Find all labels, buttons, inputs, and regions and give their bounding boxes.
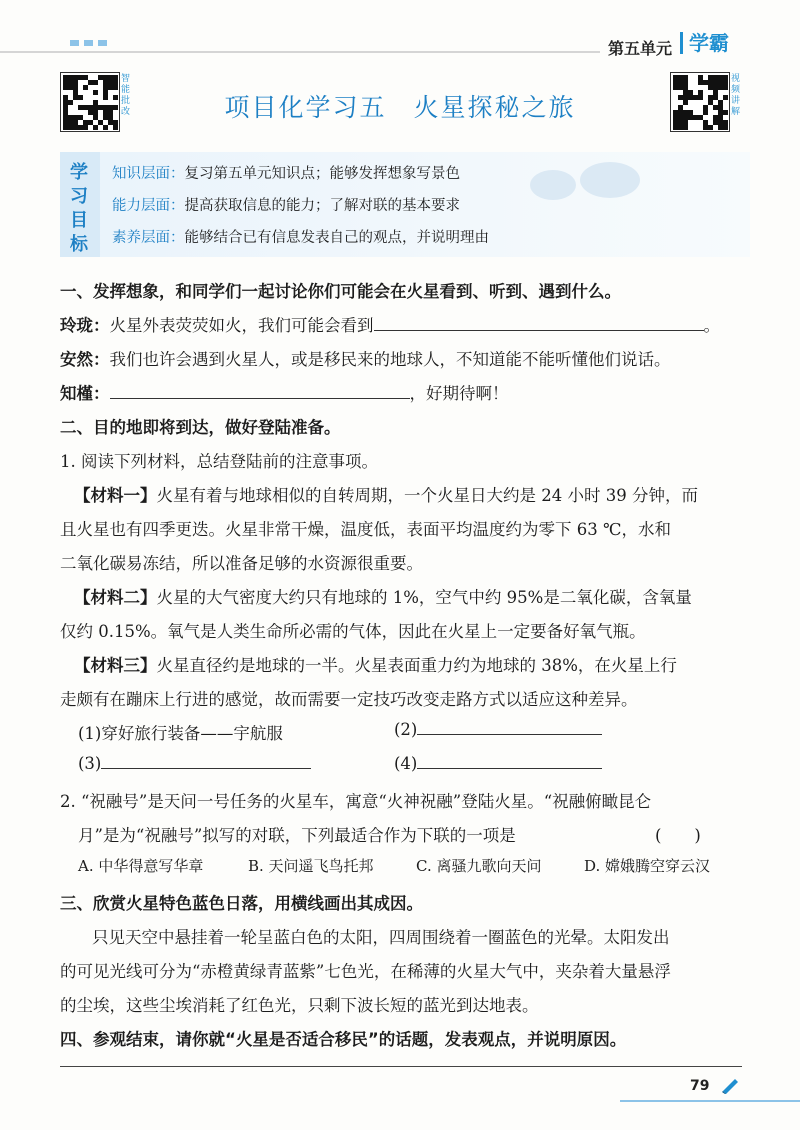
- answer-blank[interactable]: [101, 754, 311, 769]
- goal-ability: 能力层面：提高获取信息的能力；了解对联的基本要求: [112, 198, 460, 214]
- answer-4: (4): [394, 754, 602, 773]
- passage-line-3[interactable]: 的尘埃，这些尘埃消耗了红色光，只剩下波长短的蓝光到达地表。: [60, 996, 539, 1015]
- section-1-heading: 一、发挥想象，和同学们一起讨论你们可能会在火星看到、听到、遇到什么。: [60, 282, 621, 301]
- question-1: 1. 阅读下列材料，总结登陆前的注意事项。: [60, 452, 378, 471]
- option-a[interactable]: A. 中华得意写华章: [78, 857, 204, 875]
- qr-left-label: 智能批改: [121, 74, 131, 117]
- section-3-heading: 三、欣赏火星特色蓝色日落，用横线画出其成因。: [60, 894, 423, 913]
- question-2-line-1: 2. “祝融号”是天问一号任务的火星车，寓意“火神祝融”登陆火星。“祝融俯瞰昆仑: [60, 792, 652, 811]
- qr-cell: [83, 125, 88, 130]
- option-d[interactable]: D. 嫦娥腾空穿云汉: [584, 857, 711, 875]
- answer-1: (1)穿好旅行装备——宇航服: [78, 724, 283, 743]
- answer-blank[interactable]: [374, 316, 704, 331]
- learning-goals-heading: 学 习 目 标: [60, 152, 100, 257]
- passage-line-2[interactable]: 的可见光线可分为“赤橙黄绿青蓝紫”七色光，在稀薄的火星大气中，夹杂着大量悬浮: [60, 962, 671, 981]
- section-4-heading: 四、参观结束，请你就“火星是否适合移民”的话题，发表观点，并说明原因。: [60, 1030, 627, 1049]
- qr-cell: [683, 125, 688, 130]
- material-2-line-1: 【材料二】火星的大气密度大约只有地球的 1%，空气中约 95%是二氧化碳，含氧量: [74, 588, 692, 607]
- answer-2: (2): [394, 720, 602, 739]
- goal-knowledge: 知识层面：复习第五单元知识点；能够发挥想象写景色: [112, 166, 460, 182]
- page-header: [0, 0, 800, 62]
- decor-bubble: [580, 162, 640, 198]
- material-3-line-1: 【材料三】火星直径约是地球的一半。火星表面重力约为地球的 38%，在火星上行: [74, 656, 677, 675]
- line-linglong: 玲珑：火星外表荧荧如火，我们可能会看到 。: [60, 316, 720, 335]
- qr-cell: [708, 125, 713, 130]
- material-3-line-2: 走颇有在蹦床上行进的感觉，故而需要一定技巧改变走路方式以适应这种差异。: [60, 690, 638, 709]
- question-2-line-2: 月”是为“祝融号”拟写的对联，下列最适合作为下联的一项是: [78, 826, 516, 845]
- answer-blank[interactable]: [417, 754, 602, 769]
- answer-line[interactable]: [60, 1066, 742, 1067]
- footer-rule: [620, 1100, 800, 1102]
- qr-cell: [103, 125, 108, 130]
- passage-line-1[interactable]: 只见天空中悬挂着一轮呈蓝白色的太阳，四周围绕着一圈蓝色的光晕。太阳发出: [92, 928, 670, 947]
- qr-cell: [113, 125, 118, 130]
- option-b[interactable]: B. 天问遥飞鸟托邦: [248, 857, 374, 875]
- goal-literacy: 素养层面：能够结合已有信息发表自己的观点，并说明理由: [112, 230, 489, 246]
- page-title: 项目化学习五 火星探秘之旅: [224, 93, 576, 122]
- page-number: 79: [690, 1078, 710, 1094]
- qr-right-label: 视频讲解: [731, 74, 741, 117]
- answer-blank[interactable]: [110, 384, 410, 399]
- header-rule: [0, 51, 600, 53]
- header-decoration: [70, 40, 107, 46]
- material-2-line-2: 仅约 0.15%。氧气是人类生命所必需的气体，因此在火星上一定要备好氧气瓶。: [60, 622, 646, 641]
- line-anran: 安然：我们也许会遇到火星人，或是移民来的地球人，不知道能不能听懂他们说话。: [60, 350, 671, 369]
- answer-3: (3): [78, 754, 311, 773]
- section-2-heading: 二、目的地即将到达，做好登陆准备。: [60, 418, 341, 437]
- qr-cell: [93, 125, 98, 130]
- material-1-line-1: 【材料一】火星有着与地球相似的自转周期，一个火星日大约是 24 小时 39 分钟，而: [74, 486, 698, 505]
- answer-blank[interactable]: [417, 720, 602, 735]
- pencil-icon: [720, 1076, 742, 1094]
- line-zhijin: 知槿： ，好期待啊！: [60, 384, 509, 403]
- material-1-line-2: 且火星也有四季更迭。火星非常干燥，温度低，表面平均温度约为零下 63 ℃，水和: [60, 520, 671, 539]
- unit-label: 第五单元: [608, 39, 673, 58]
- qr-cell: [723, 125, 728, 130]
- answer-paren[interactable]: ( ): [655, 826, 701, 845]
- material-1-line-3: 二氧化碳易冻结，所以准备足够的水资源很重要。: [60, 554, 423, 573]
- learning-goals-box: [60, 152, 750, 257]
- qr-cell: [93, 80, 98, 85]
- brand-logo: 学霸: [680, 32, 729, 54]
- option-c[interactable]: C. 离骚九歌向天问: [416, 857, 542, 875]
- decor-bubble: [530, 170, 576, 200]
